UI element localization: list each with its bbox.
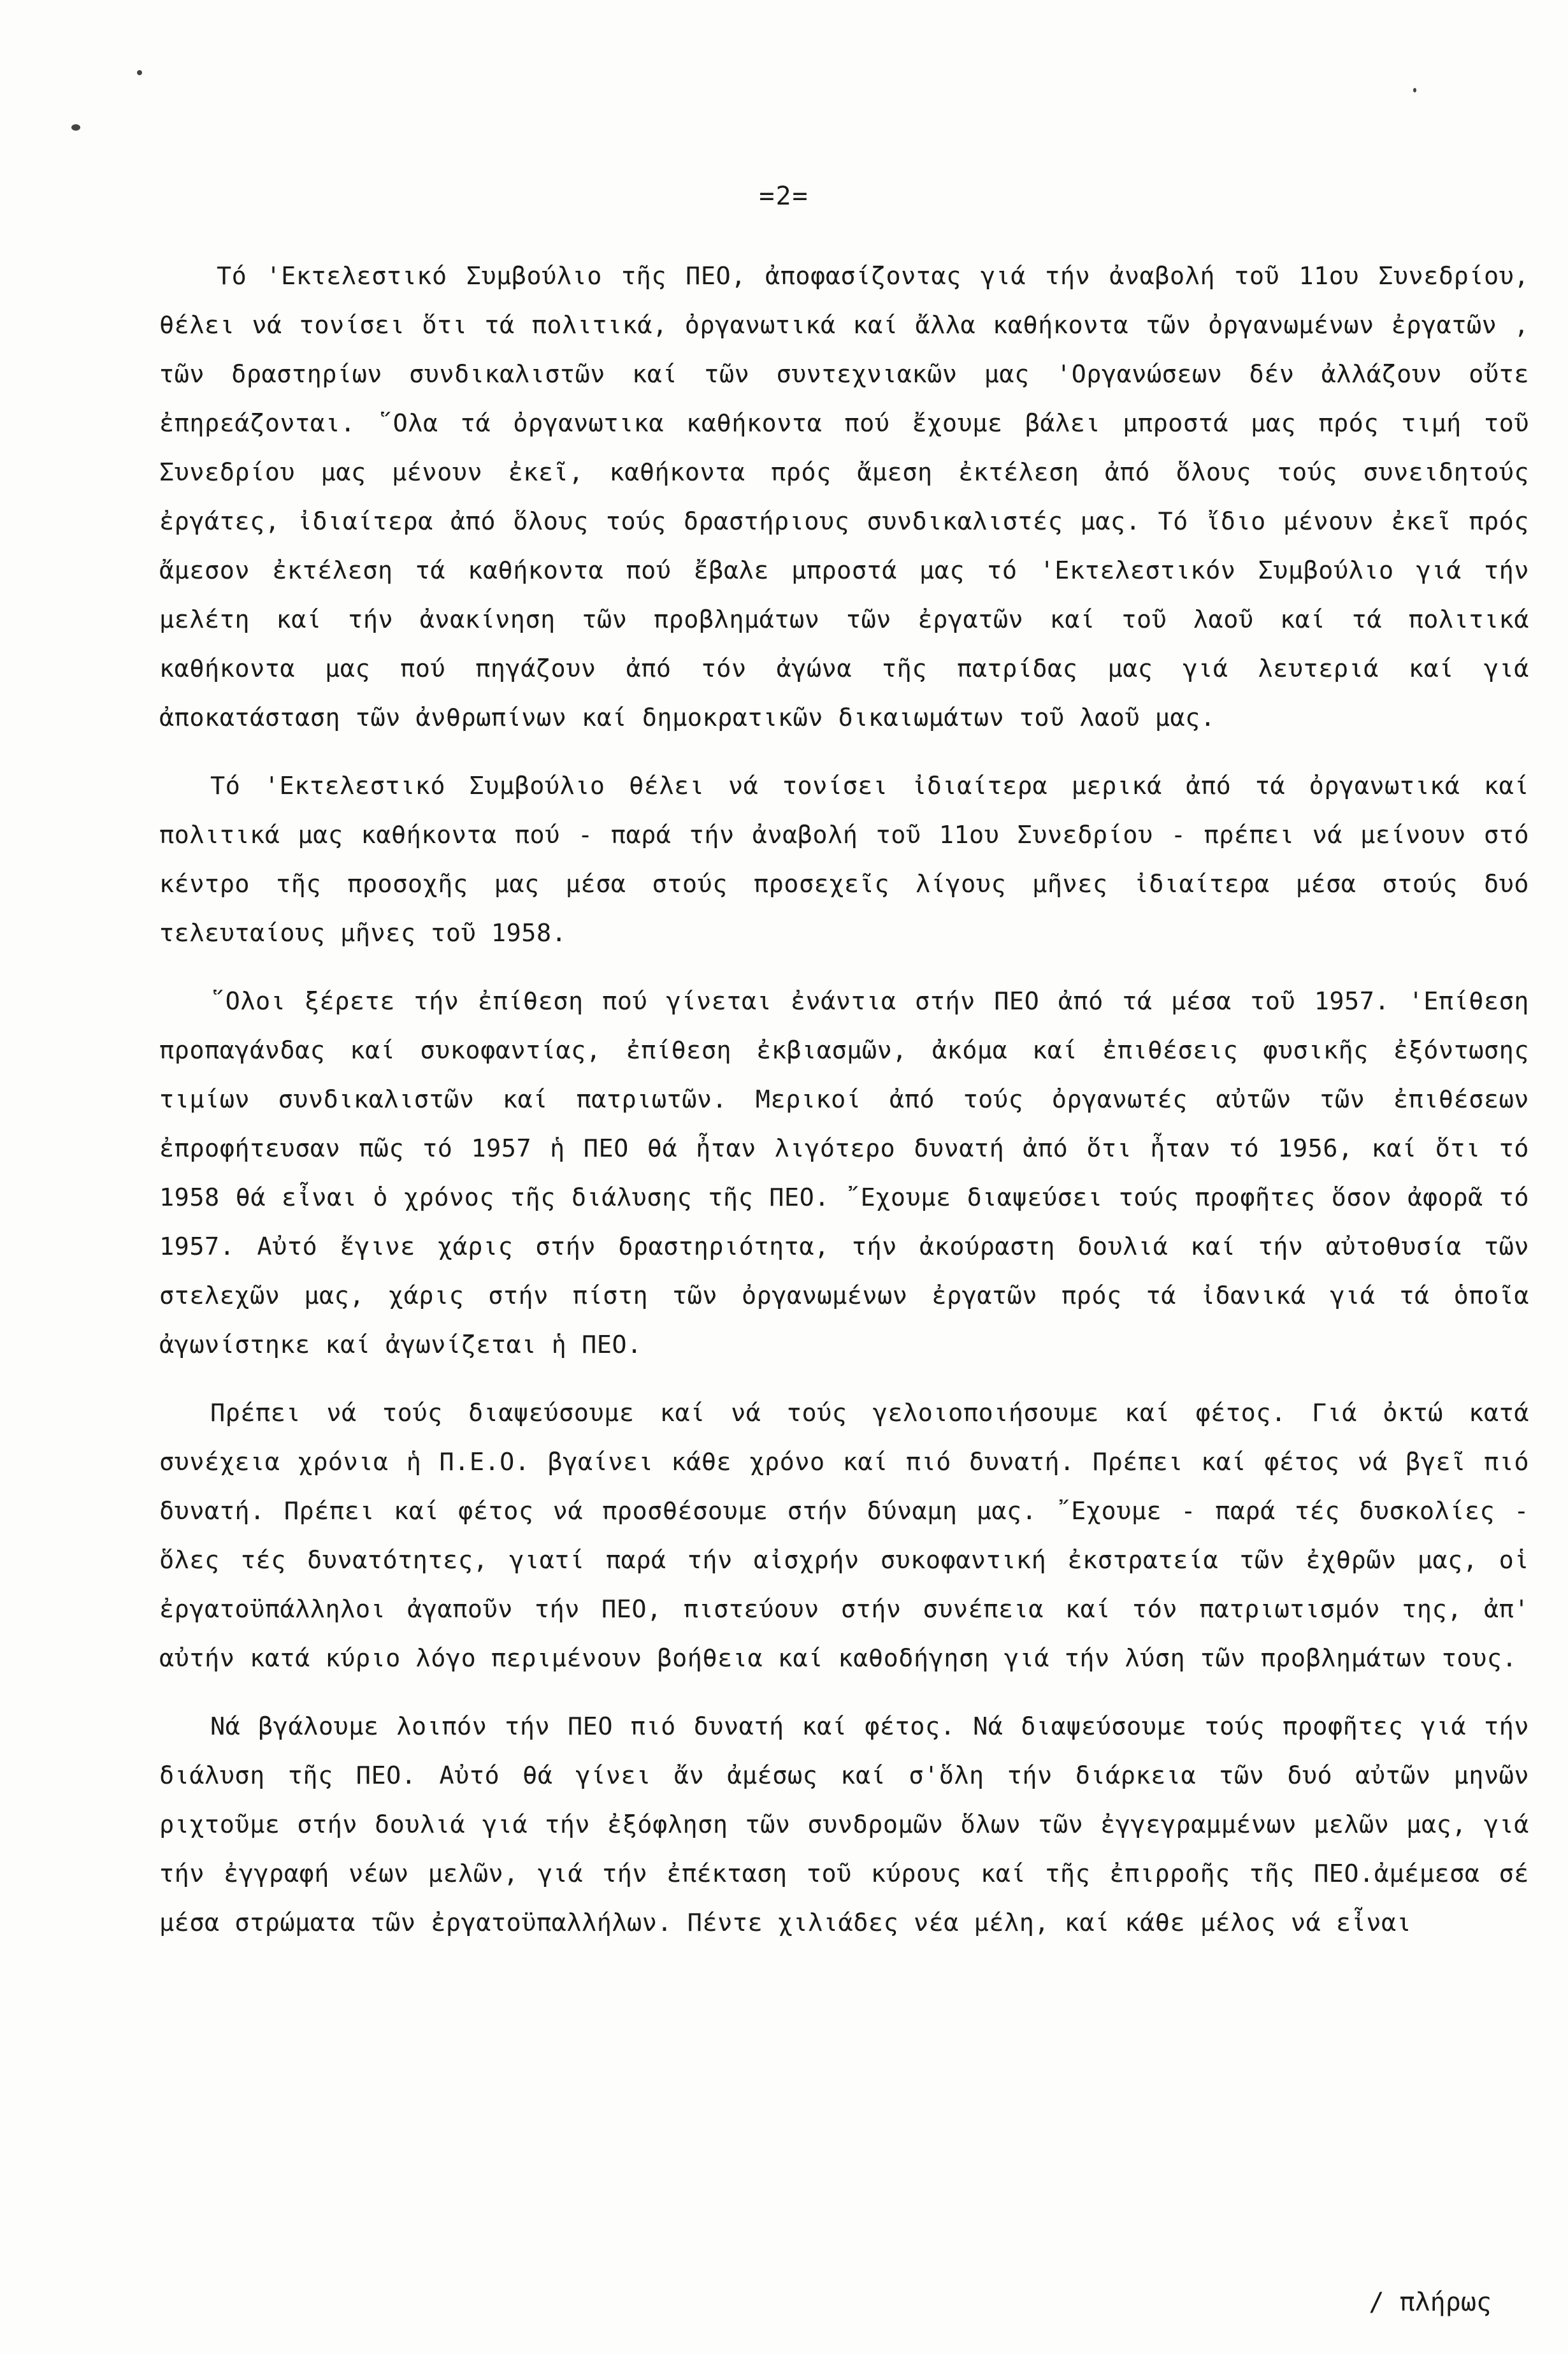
paragraph-3: ῞Ολοι ξέρετε τήν ἐπίθεση πού γίνεται ἐνάντια στήν ΠΕΟ ἀπό τά μέσα τοῦ 1957. 'Επίθεση προπαγάνδας καί συκοφαντίας, ἐπίθεση ἐκβιασμῶν, ἀκόμα καί ἐπιθέσεις φυσικῆς ἐξόντωσης τιμίων συνδικαλιστῶν καί πατριωτῶν. Μερικοί ἀπό τούς ὀργανωτές αὐτῶν τῶν ἐπιθέσεων ἐπροφήτευσαν πῶς τό 1957 ἡ ΠΕΟ θά ἦταν λιγότερο δυνατή ἀπό ὅτι ἦταν τό 1956, καί ὅτι τό 1958 θά εἶναι ὁ χρόνος τῆς διάλυσης τῆς ΠΕΟ. ῎Εχουμε διαψεύσει τούς προφῆτες ὅσον ἀφορᾶ τό 1957. Αὐτό ἔγινε χάρις στήν δραστηριότητα, τήν ἀκούραστη δουλιά καί τήν αὐτοθυσία τῶν στελεχῶν μας, χάρις στήν πίστη τῶν ὀργανωμένων ἐργατῶν πρός τά ἰδανικά γιά τά ὁποῖα ἀγωνίστηκε καί ἀγωνίζεται ἡ ΠΕΟ. [159, 987, 1529, 1359]
scan-speck [71, 124, 80, 131]
document-body [159, 252, 1529, 1967]
continuation-word: / πλήρως [1369, 2288, 1492, 2317]
paragraph-4: Πρέπει νά τούς διαψεύσουμε καί νά τούς γελοιοποιήσουμε καί φέτος. Γιά ὀκτώ κατά συνέχεια χρόνια ἡ Π.Ε.Ο. βγαίνει κάθε χρόνο καί πιό δυνατή. Πρέπει καί φέτος νά βγεῖ πιό δυνατή. Πρέπει καί φέτος νά προσθέσουμε στήν δύναμη μας. ῎Εχουμε - παρά τές δυσκολίες - ὅλες τές δυνατότητες, γιατί παρά τήν αἰσχρήν συκοφαντική ἐκστρατεία τῶν ἐχθρῶν μας, οἱ ἐργατοϋπάλληλοι ἀγαποῦν τήν ΠΕΟ, πιστεύουν στήν συνέπεια καί τόν πατριωτισμόν της, ἀπ' αὐτήν κατά κύριο λόγο περιμένουν βοήθεια καί καθοδήγηση γιά τήν λύση τῶν προβλημάτων τους. [159, 1399, 1529, 1673]
paragraph-2: Τό 'Εκτελεστικό Συμβούλιο θέλει νά τονίσει ἰδιαίτερα μερικά ἀπό τά ὀργανωτικά καί πολιτικά μας καθήκοντα πού - παρά τήν ἀναβολή τοῦ 11ου Συνεδρίου - πρέπει νά μείνουν στό κέντρο τῆς προσοχῆς μας μέσα στούς προσεχεῖς λίγους μῆνες ἰδιαίτερα μέσα στούς δυό τελευταίους μῆνες τοῦ 1958. [159, 772, 1529, 948]
paragraph-1: Τό 'Εκτελεστικό Συμβούλιο τῆς ΠΕΟ, ἀποφασίζοντας γιά τήν ἀναβολή τοῦ 11ου Συνεδρίου, θέλει νά τονίσει ὅτι τά πολιτικά, ὀργανωτικά καί ἄλλα καθήκοντα τῶν ὀργανωμένων ἐργατῶν , τῶν δραστηρίων συνδικαλιστῶν καί τῶν συντεχνιακῶν μας 'Οργανώσεων δέν ἀλλάζουν οὔτε ἐπηρεάζονται. ῞Ολα τά ὀργανωτικα καθήκοντα πού ἔχουμε βάλει μπροστά μας πρός τιμή τοῦ Συνεδρίου μας μένουν ἐκεῖ, καθήκοντα πρός ἄμεση ἐκτέλεση ἀπό ὅλους τούς συνειδητούς ἐργάτες, ἰδιαίτερα ἀπό ὅλους τούς δραστήριους συνδικαλιστές μας. Τό ἴδιο μένουν ἐκεῖ πρός ἄμεσον ἐκτέλεση τά καθήκοντα πού ἔβαλε μπροστά μας τό 'Εκτελεστικόν Συμβούλιο γιά τήν μελέτη καί τήν ἀνακίνηση τῶν προβλημάτων τῶν ἐργατῶν καί τοῦ λαοῦ καί τά πολιτικά καθήκοντα μας πού πηγάζουν ἀπό τόν ἀγώνα τῆς πατρίδας μας γιά λευτεριά καί γιά ἀποκατάσταση τῶν ἀνθρωπίνων καί δημοκρατικῶν δικαιωμάτων τοῦ λαοῦ μας. [159, 262, 1529, 732]
scan-speck [1413, 88, 1416, 92]
paragraph-5: Νά βγάλουμε λοιπόν τήν ΠΕΟ πιό δυνατή καί φέτος. Νά διαψεύσουμε τούς προφῆτες γιά τήν διάλυση τῆς ΠΕΟ. Αὐτό θά γίνει ἄν ἀμέσως καί σ'ὅλη τήν διάρκεια τῶν δυό αὐτῶν μηνῶν ριχτοῦμε στήν δουλιά γιά τήν ἐξόφληση τῶν συνδρομῶν ὅλων τῶν ἐγγεγραμμένων μελῶν μας, γιά τήν ἐγγραφή νέων μελῶν, γιά τήν ἐπέκταση τοῦ κύρους καί τῆς ἐπιρροῆς τῆς ΠΕΟ.ἀμέμεσα σέ μέσα στρώματα τῶν ἐργατοϋπαλλήλων. Πέντε χιλιάδες νέα μέλη, καί κάθε μέλος νά εἶναι [159, 1712, 1529, 1937]
scan-speck [137, 70, 142, 75]
page-number: =2= [759, 182, 809, 211]
